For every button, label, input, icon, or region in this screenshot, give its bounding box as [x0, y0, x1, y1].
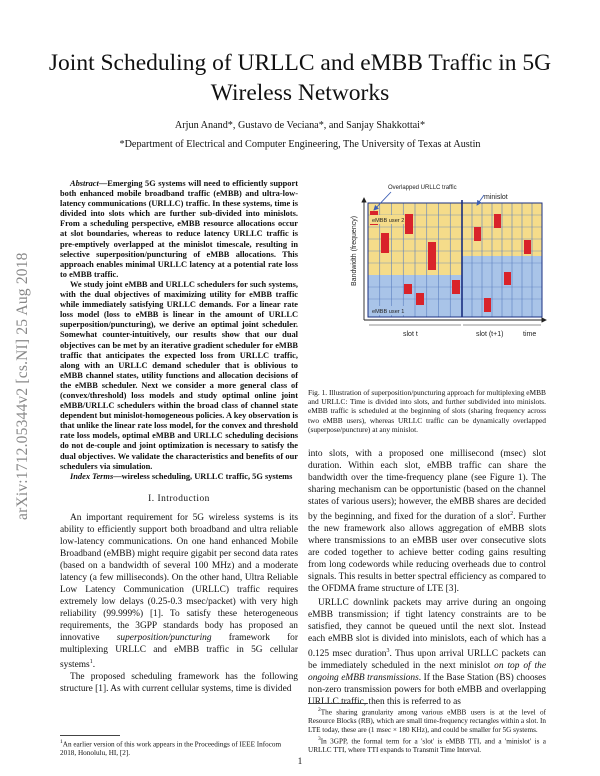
urllc-block [504, 272, 511, 285]
figure-1-diagram [308, 178, 548, 386]
urllc-block [452, 280, 460, 294]
urllc-block [405, 214, 413, 234]
user2-label: eMBB user 2 [372, 218, 405, 224]
index-terms-text: —wireless scheduling, URLLC traffic, 5G systems [113, 471, 293, 481]
right-emphasis: on top of the ongoing eMBB transmissions [308, 661, 546, 684]
urllc-block [474, 227, 481, 241]
footnote-3: $^3$In 3GPP, the formal term for a 'slot' is eMBB TTI, and a 'minislot' is a URLLC TTI, where TTI expands to Transmit Time Interval. [308, 735, 546, 754]
footnote-2: $^2$The sharing granularity among various eMBB users is at the level of Resource Blocks (RB), which are small time-frequency rectangles within a slot. In LTE today, these are (1 msec × 180 KHz), and could be smaller for 5G systems. [308, 707, 546, 734]
section-heading-introduction: I. Introduction [148, 493, 210, 504]
minislot-label: minislot [484, 194, 508, 201]
right-text-2b: . Thus upon arrival URLLC packets can be immediately scheduled in the next minislot [308, 649, 546, 672]
footnotes-right [308, 706, 546, 755]
figure-caption-text: Illustration of superposition/puncturing approach for multiplexing eMBB and URLLC: Time is divided into slots, and further subdivided into minislots. eMBB traffic is scheduled at the beginning of slots (sharing frequency across two eMBB users), whereas URLLC traffic can be dynamically overlapped (superpose/puncture) at any minislot. [308, 388, 546, 434]
abstract-paragraph-1 [60, 179, 298, 280]
page-number: 1 [297, 757, 303, 767]
urllc-block [428, 242, 436, 270]
intro-paragraph-2: The proposed scheduling framework has the following structure [1]. As with current cellular systems, time is divided [60, 672, 298, 695]
right-paragraph-1 [308, 448, 546, 595]
right-text-2a: URLLC downlink packets may arrive during an ongoing eMBB transmission; if tight latency constraints are to be satisfied, they cannot be queued until the next slot. Instead each eMBB slot is divided into minislots, each of which has a 0.125 msec duration [308, 598, 546, 660]
author-list: Arjun Anand*, Gustavo de Veciana*, and Sanjay Shakkottai* [174, 120, 426, 131]
right-text-1a: into slots, with a proposed one millisecond (msec) slot duration. Within each slot, eMBB traffic can share the bandwidth over the time-frequency plane (see Figure 1). The sharing mechanism can be opportunistic (based on the channel states of various users); however, the eMBB shares are decided by the beginning, and fixed for the duration of a slot [308, 449, 546, 523]
index-terms-label: Index Terms [70, 471, 114, 481]
intro-text-1a: An important requirement for 5G wireless systems is its ability to efficiently support both broadband and ultra reliable low-latency communications. On one hand enhanced Mobile Broadband (eMBB) might require gigabit per second data rates (based on a bandwidth of several 100 MHz) and a moderate latency (a few milliseconds). On the other hand, Ultra Reliable Low Latency Communication (URLLC) traffic requires extremely low delays (0.25-0.3 msec/packet) with very high reliability (99.999%) [1]. To satisfy these heterogeneous requirements, the 3GPP standards body has proposed an innovative [60, 513, 298, 644]
footnote-rule-left [60, 735, 120, 736]
urllc-block [494, 214, 501, 228]
intro-emphasis: superposition/puncturing [116, 633, 212, 644]
abstract [60, 179, 298, 472]
figure-caption-label: Fig. 1. [308, 388, 328, 397]
overlapped-urllc-label: Overlapped URLLC traffic [388, 185, 457, 191]
footnote-2-text: The sharing granularity among various eMBB users is at the level of Resource Blocks (RB), which are small time-frequency rectangles within a slot. In LTE today, these are (1 msec × 180 KHz), and could be smaller for 5G systems. [308, 708, 546, 734]
urllc-block [381, 233, 389, 253]
urllc-block [524, 240, 531, 254]
urllc-block [416, 293, 424, 305]
footnote-marker-1: 1 [89, 659, 93, 666]
abstract-paragraph-2: We study joint eMBB and URLLC schedulers for such systems, with the dual objectives of maximizing utility for eMBB traffic while immediately satisfying URLLC demands. For a linear rate loss model (loss to eMBB is linear in the amount of URLLC superposition/puncturing), we derive an optimal joint scheduler. Somewhat counter-intuitively, our results show that our dual objectives can be met by an iterative gradient scheduler for eMBB traffic that anticipates the expected loss from URLLC traffic, along with an URLLC demand scheduler that is oblivious to eMBB channel states, utility functions and allocation decisions of the eMBB scheduler. Next we consider a more general class of (convex/threshold) loss models and study optimal online joint eMBB/URLLC schedulers within the broad class of channel state dependent but minislot-homogeneous policies. A key observation is that unlike the linear rate loss model, for the convex and threshold rate loss models, optimal eMBB and URLLC scheduling decisions do not de-couple and joint optimization is necessary to satisfy the dual objectives. We validate the characteristics and benefits of our schedulers via simulation. [60, 279, 298, 471]
abstract-text-1: —Emerging 5G systems will need to efficiently support both enhanced mobile broadband traffic (eMBB) and ultra-low-latency communications (URLLC) traffic. In these systems, time is divided into slots which are further sub-divided into minislots. From a scheduling perspective, eMBB resource allocations occur at slot boundaries, whereas to reduce latency URLLC traffic is pre-emptively overlapped at the minislot timescale, resulting in selective superposition/puncturing of eMBB allocations. This approach enables minimal URLLC latency at a potential rate loss to eMBB traffic. [60, 179, 298, 279]
abstract-label: Abstract [70, 179, 99, 188]
user1-label: eMBB user 1 [372, 309, 405, 315]
paper-title: Joint Scheduling of URLLC and eMBB Traffic in 5G Wireless Networks [48, 50, 552, 106]
slot-t-label: slot t [403, 331, 418, 338]
intro-text-1c: . [92, 660, 96, 671]
urllc-block [484, 298, 491, 312]
figure-1 [308, 178, 548, 386]
right-text-1b: . Further the new framework also allows aggregation of eMBB slots where transmissions to an eMBB user over consecutive slots are coded together to achieve better coding gains resulting from long codewords while reducing overheads due to control signals. This results in better spectral efficiency as compared to the OFDMA frame structure of LTE [3]. [308, 512, 547, 595]
footnote-rule-right [308, 703, 368, 704]
left-column [60, 179, 298, 695]
right-paragraph-2 [308, 597, 546, 708]
footnote-1: $^1$An earlier version of this work appears in the Proceedings of IEEE Infocom 2018, Honolulu, HI, [2]. [60, 739, 282, 758]
intro-text-1b: framework for multiplexing URLLC and eMBB traffic in 5G cellular systems [60, 633, 298, 671]
index-terms [60, 472, 298, 482]
affiliation: *Department of Electrical and Computer Engineering, The University of Texas at Austin [119, 139, 481, 150]
urllc-block [404, 284, 412, 294]
footnote-1-text: An earlier version of this work appears in the Proceedings of IEEE Infocom 2018, Honolulu, HI, [2]. [60, 740, 282, 758]
y-axis-label: Bandwidth (frequency) [351, 215, 358, 286]
right-text-2c: . If the Base Station (BS) chooses non-zero transmission powers for both eMBB and overlapping URLLC traffic, then this is referred to as [308, 673, 546, 708]
footnote-marker-3: 3 [386, 648, 390, 655]
time-label: time [523, 331, 537, 338]
footnote-marker-2: 2 [510, 511, 514, 517]
intro-paragraph-1 [60, 512, 298, 671]
figure-caption [308, 388, 546, 434]
arxiv-identifier: arXiv:1712.05344v2 [cs.NI] 25 Aug 2018 [14, 252, 31, 520]
footnote-3-text: In 3GPP, the formal term for a 'slot' is eMBB TTI, and a 'minislot' is a URLLC TTI, where TTI expands to Transmit Time Interval. [308, 737, 546, 754]
slot-t1-label: slot (t+1) [476, 331, 504, 338]
right-column [308, 448, 546, 708]
